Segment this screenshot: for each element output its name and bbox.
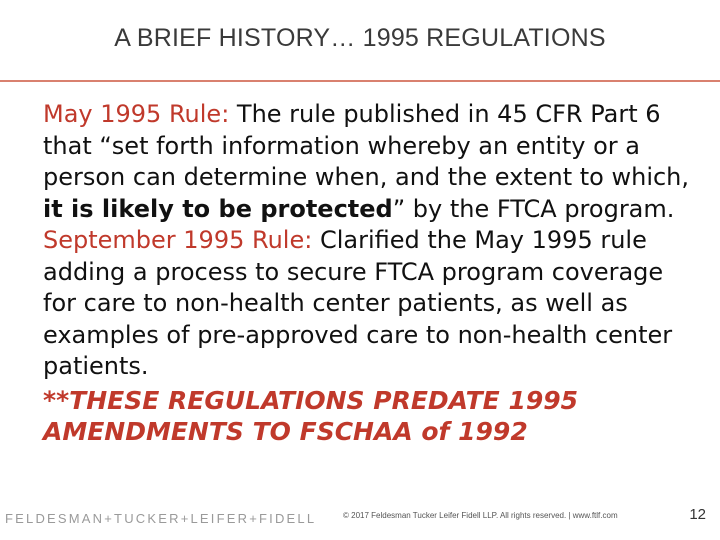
may-1995-rule-text-end: ” by the FTCA program. (392, 194, 675, 223)
page-number: 12 (689, 506, 706, 523)
regulations-notice: **THESE REGULATIONS PREDATE 1995 AMENDMENTS TO FSCHAA of 1992 (43, 385, 579, 446)
may-1995-rule-text: The rule published in 45 CFR Part 6 that “set forth information whereby an entity or a person can determine when, and the extent to which, (43, 100, 690, 191)
slide-title: A BRIEF HISTORY… 1995 REGULATIONS (114, 24, 606, 52)
september-1995-rule-label: September 1995 Rule: (43, 226, 313, 254)
september-1995-rule-text: Clarified the May 1995 rule adding a process to secure FTCA program coverage for care to non-health center patients, as well as examples of pre-approved care to non-health center patients. (43, 226, 673, 380)
may-1995-rule-label: May 1995 Rule: (43, 100, 230, 128)
footer-firm-name: FELDESMAN+TUCKER+LEIFER+FIDELL (5, 511, 317, 526)
may-1995-rule-emphasis: it is likely to be protected (43, 194, 393, 223)
slide-body (43, 99, 703, 448)
title-divider (0, 80, 720, 82)
may-1995-rule-paragraph (43, 99, 703, 225)
footer-copyright: © 2017 Feldesman Tucker Leifer Fidell LLP. All rights reserved. | www.ftlf.com (343, 511, 618, 520)
september-1995-rule-paragraph (43, 225, 703, 383)
